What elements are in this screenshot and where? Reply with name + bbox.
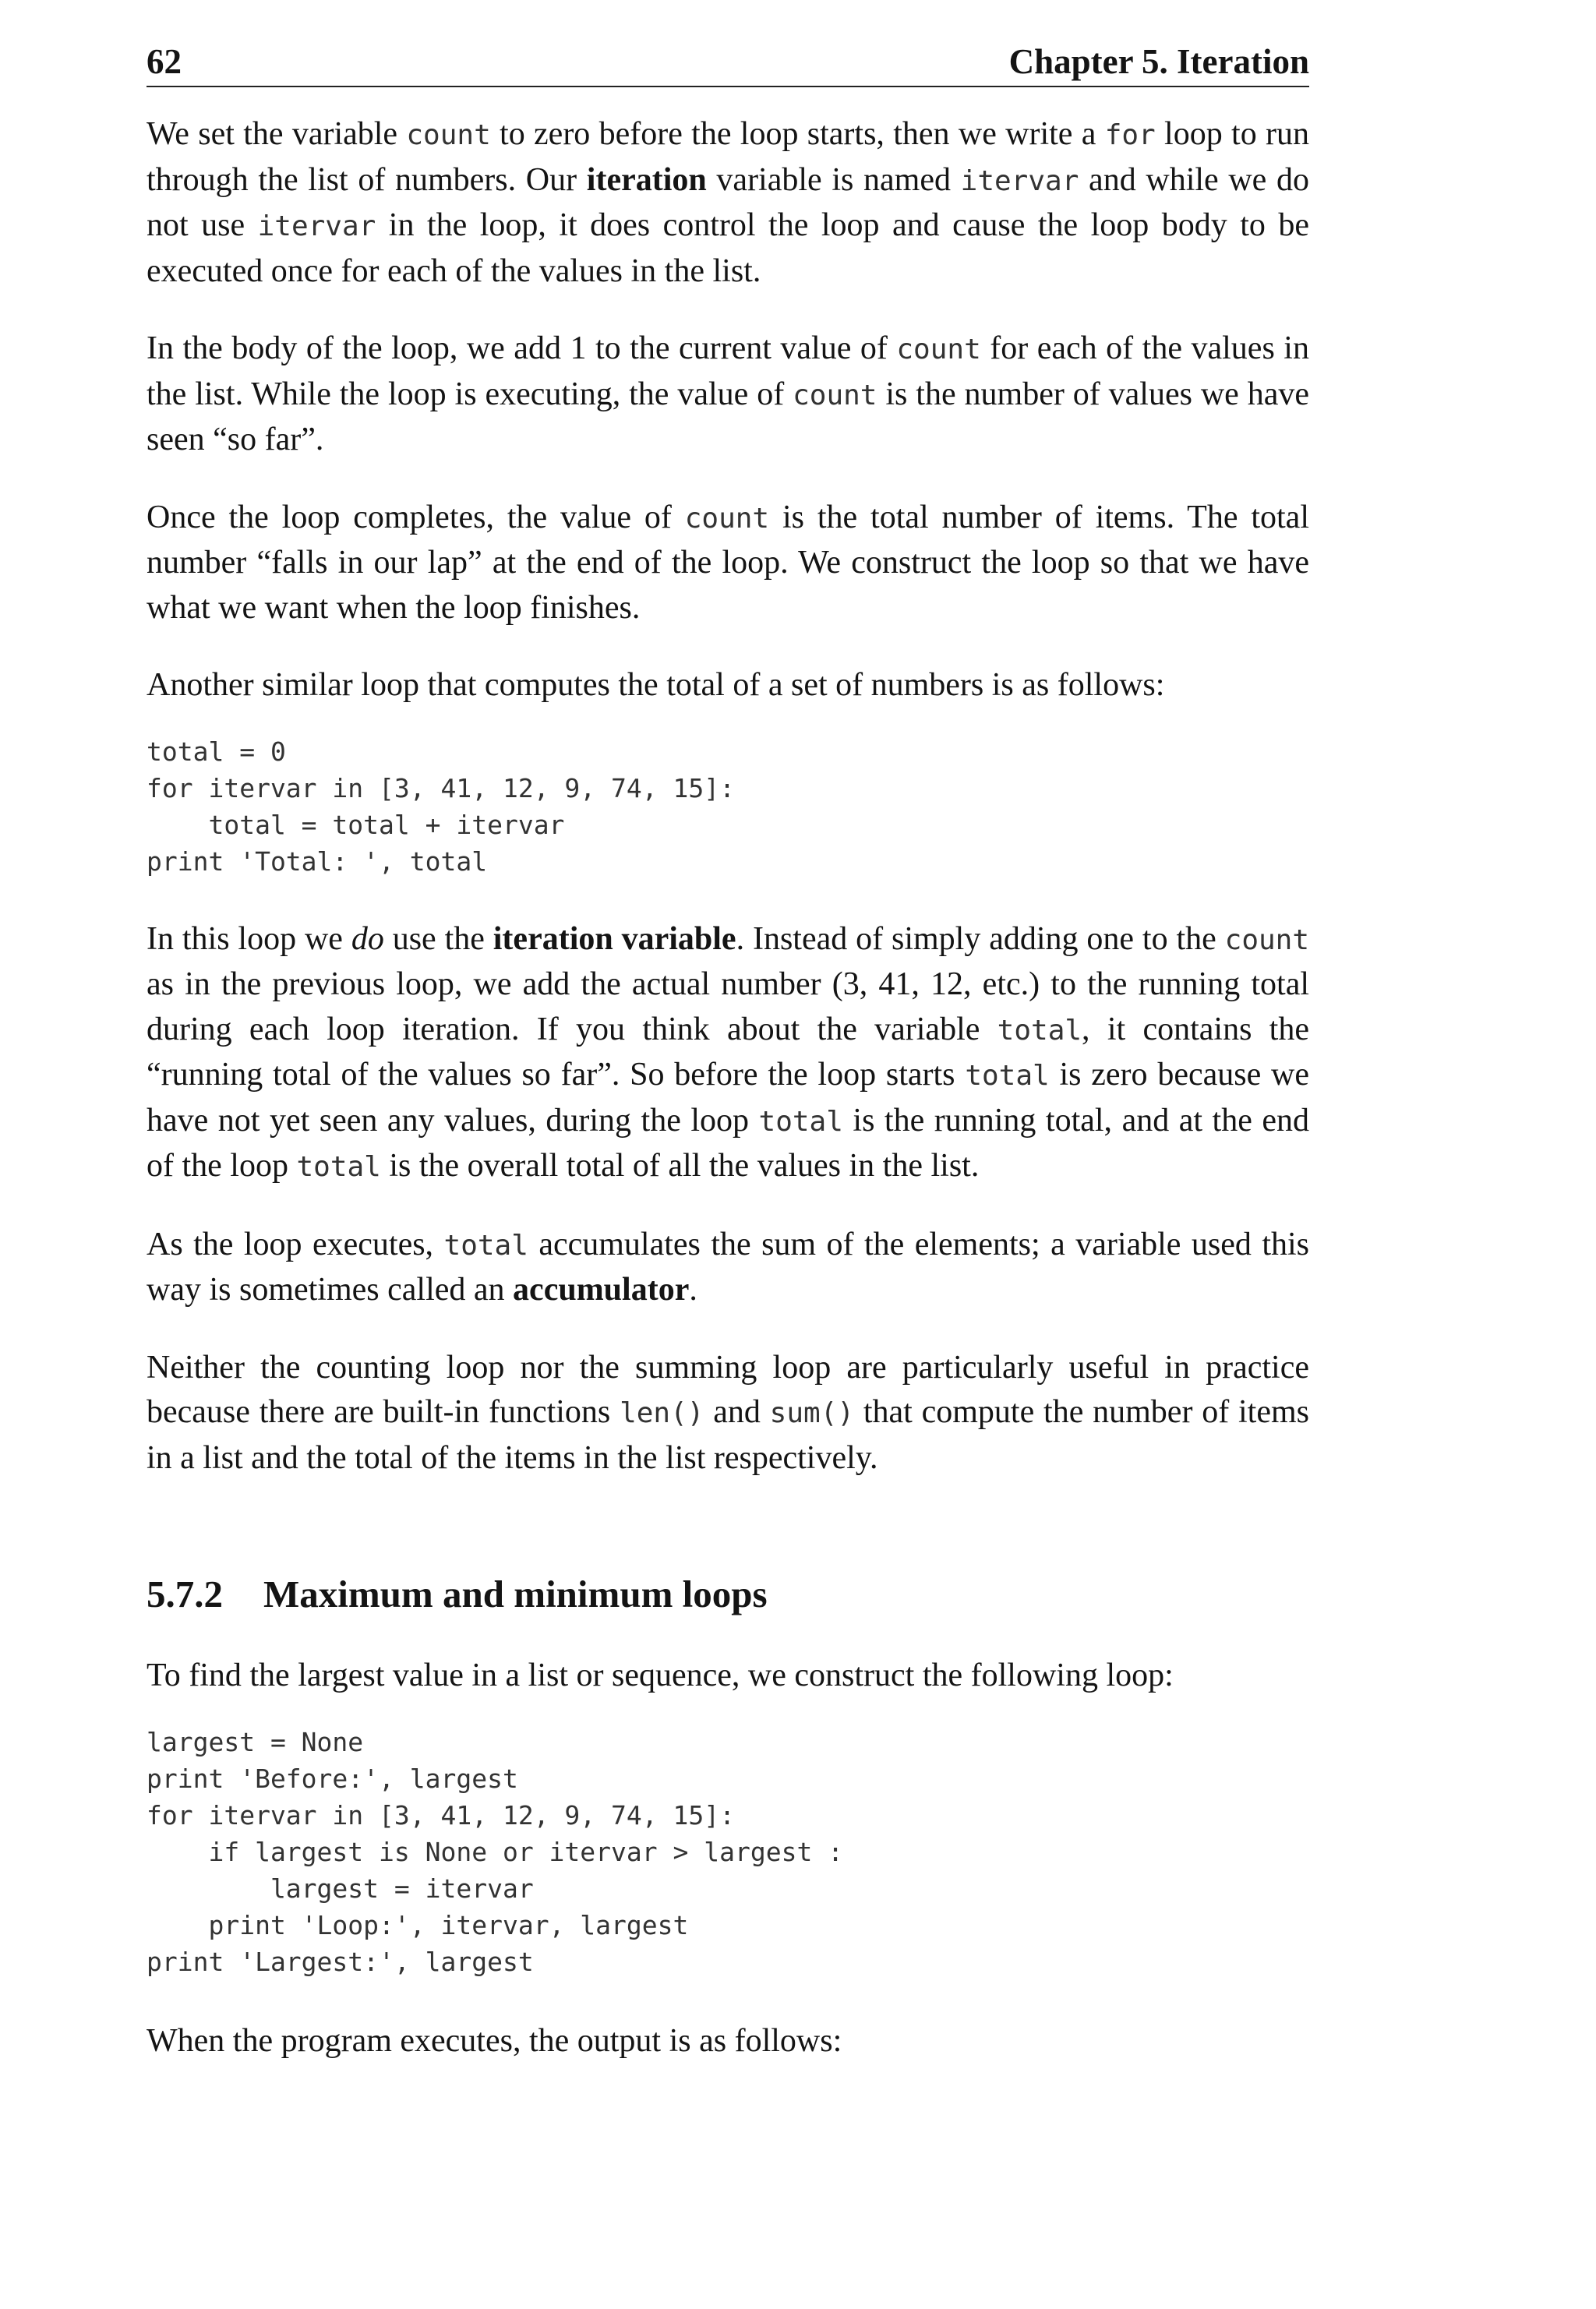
section-number: 5.7.2 bbox=[147, 1573, 223, 1615]
paragraph-output-intro: When the program executes, the output is as follows: bbox=[147, 2022, 842, 2059]
chapter-title: Chapter 5. Iteration bbox=[1008, 42, 1309, 81]
paragraph-loop-completes: Once the loop completes, the value of count is the total number of items. The total number “falls in our lap” at the end of the loop. We construct the loop so that we have what we want when the loop finishes. bbox=[147, 499, 1309, 626]
paragraph-loop-body: In the body of the loop, we add 1 to the current value of count for each of the values in the list. While the loop is executing, the value of count is the number of values we have seen “so far”. bbox=[147, 330, 1309, 457]
document-page bbox=[147, 39, 1309, 2064]
paragraph-largest-intro: To find the largest value in a list or sequence, we construct the following loop: bbox=[147, 1658, 1174, 1693]
section-heading bbox=[147, 1571, 1309, 1618]
running-header bbox=[147, 39, 1309, 87]
paragraph-iteration-variable: In this loop we do use the iteration variable. Instead of simply adding one to the count as in the previous loop, we add the actual number (3, 41, 12, etc.) to the running total during each loop iteration. If you think about the variable total, it contains the “running total of the values so far”. So before the loop starts total is zero because we have not yet seen any values, during the loop total is the running total, and at the end of the loop total is the overall total of all the values in the list. bbox=[147, 920, 1310, 1184]
page-number: 62 bbox=[147, 42, 182, 81]
paragraph-accumulator: As the loop executes, total accumulates the sum of the elements; a variable used this way is sometimes called an accumulator. bbox=[147, 1226, 1309, 1308]
code-block-total: total = 0 for itervar in [3, 41, 12, 9, 74, 15]: total = total + itervar print 'Total: ', total bbox=[147, 736, 735, 877]
paragraph-count-loop: We set the variable count to zero before the loop starts, then we write a for loop to run through the list of numbers. Our iteration variable is named itervar and while we do not use itervar in the loop, it does control the loop and cause the loop body to be executed once for each of the values in the list. bbox=[147, 116, 1310, 289]
paragraph-similar-loop: Another similar loop that computes the total of a set of numbers is as follows: bbox=[147, 667, 1165, 703]
code-block-largest: largest = None print 'Before:', largest for itervar in [3, 41, 12, 9, 74, 15]: if largest is None or itervar > largest : largest = itervar print 'Loop:', itervar, largest print 'Largest:', largest bbox=[147, 1726, 844, 1977]
paragraph-builtin-functions: Neither the counting loop nor the summing loop are particularly useful in practice because there are built-in functions len() and sum() that compute the number of items in a list and the total of the items in the list respectively. bbox=[147, 1349, 1309, 1476]
section-title: Maximum and minimum loops bbox=[263, 1573, 768, 1615]
